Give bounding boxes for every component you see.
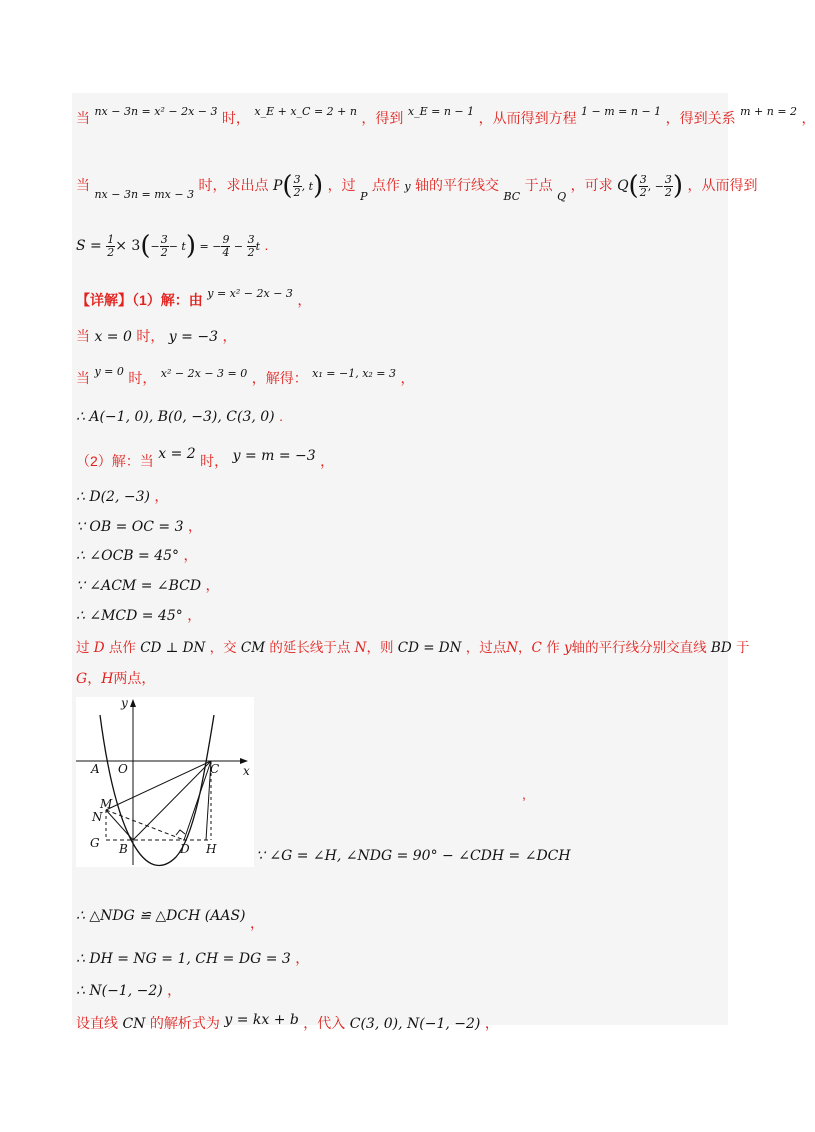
math: P <box>273 178 283 194</box>
math: P <box>360 190 368 203</box>
numerator: 3 <box>664 172 672 186</box>
text: , <box>522 786 526 802</box>
line-5 <box>76 326 236 347</box>
text: ， <box>205 577 220 593</box>
fraction <box>160 234 169 259</box>
text: ， <box>320 453 335 469</box>
text: ， <box>249 915 264 931</box>
numerator: 1 <box>107 232 115 246</box>
math: CN <box>122 1016 146 1032</box>
math: CD = DN <box>397 640 462 656</box>
numerator: 3 <box>293 172 301 186</box>
math: , t <box>301 180 313 193</box>
right-angle-mark <box>176 830 185 835</box>
math: ∴ ∠MCD = 45° <box>76 608 183 624</box>
text: 时， <box>200 453 229 469</box>
text: ，得到 <box>361 110 404 126</box>
label-M: M <box>100 797 113 811</box>
text: 点作 <box>108 640 136 655</box>
line-14 <box>76 638 749 658</box>
text: ， <box>484 1015 499 1031</box>
label-G: G <box>90 836 100 850</box>
text: ， <box>187 518 202 534</box>
math: ∴ △NDG ≌ △DCH (AAS) <box>76 908 246 924</box>
math: y <box>563 640 572 656</box>
math: ∴ ∠OCB = 45° <box>76 548 180 564</box>
paren: ) <box>672 171 684 201</box>
text: 【详解】（1）解：由 <box>76 292 203 308</box>
text: ， <box>87 670 102 686</box>
math: 1 − m = n − 1 <box>581 105 662 118</box>
math: − t <box>168 240 186 253</box>
line-10 <box>76 516 202 537</box>
paren: ( <box>628 171 639 201</box>
text: 轴的平行线交 <box>415 177 500 193</box>
paren: ( <box>140 231 151 261</box>
paren: ) <box>313 171 324 201</box>
numerator: 3 <box>247 232 255 246</box>
text: 于 <box>735 640 750 655</box>
text: 的解析式为 <box>149 1015 220 1031</box>
math: = − <box>196 240 222 253</box>
math: nx − 3n = mx − 3 <box>94 188 195 201</box>
text: ， <box>222 328 237 344</box>
math: y = m = −3 <box>232 448 316 464</box>
label-O: O <box>118 762 128 776</box>
label-A: A <box>91 762 100 776</box>
math: N <box>354 640 367 656</box>
math: y <box>404 180 411 193</box>
text: 时， <box>221 110 250 126</box>
text: 的延长线于点 <box>269 640 351 655</box>
line-16 <box>256 848 571 864</box>
text: ，过 <box>327 177 356 193</box>
text: ，得到关系 <box>665 110 736 126</box>
line-12 <box>76 575 220 596</box>
line-CB <box>133 761 211 840</box>
math: BD <box>710 640 732 656</box>
math: C <box>531 640 542 656</box>
text: 当 <box>76 177 90 193</box>
text: ， <box>187 607 202 623</box>
fraction <box>664 174 673 199</box>
denominator: 2 <box>247 245 255 259</box>
label-N: N <box>92 810 103 824</box>
denominator: 2 <box>293 185 301 199</box>
text: . <box>264 237 269 253</box>
text: 时， <box>136 328 165 344</box>
text: . <box>279 408 283 424</box>
fraction <box>247 234 256 259</box>
text: 过 <box>76 640 90 655</box>
math: y = −3 <box>168 329 218 345</box>
text: ，交 <box>209 640 237 655</box>
text: 当 <box>76 370 90 386</box>
math: x² − 2x − 3 = 0 <box>160 367 248 380</box>
text: ，代入 <box>303 1015 346 1031</box>
line-11 <box>76 545 197 566</box>
text: ， <box>167 982 182 998</box>
line-17 <box>76 906 264 933</box>
paren: ) <box>185 231 196 261</box>
math: ∴ N(−1, −2) <box>76 983 163 999</box>
text: ，从而得到 <box>687 177 758 193</box>
math: D <box>93 640 105 656</box>
text: ， <box>183 547 198 563</box>
math: − <box>230 240 247 253</box>
text: ， <box>297 292 312 308</box>
numerator: 3 <box>160 232 168 246</box>
math: ∴ DH = NG = 1, CH = DG = 3 <box>76 951 291 967</box>
math: nx − 3n = x² − 2x − 3 <box>94 105 218 118</box>
math: − <box>150 240 160 253</box>
line-7 <box>76 406 283 427</box>
text: （2）解：当 <box>76 453 154 469</box>
text: ， <box>295 950 310 966</box>
text: 设直线 <box>76 1015 118 1031</box>
text: 当 <box>76 110 90 126</box>
math: N <box>506 640 519 656</box>
text: 于点 <box>524 177 553 193</box>
y-axis-arrow <box>130 699 136 707</box>
text: ，可求 <box>570 177 613 193</box>
math: ∵ OB = OC = 3 <box>76 519 184 535</box>
text: 点作 <box>371 177 400 193</box>
fraction <box>639 174 648 199</box>
label-B: B <box>119 842 128 856</box>
line-3 <box>76 228 268 262</box>
line-MB <box>106 810 133 840</box>
line-20 <box>76 1010 499 1034</box>
text: 作 <box>546 640 560 655</box>
denominator: 4 <box>222 245 230 259</box>
math: H <box>101 671 114 687</box>
line-2 <box>76 168 758 202</box>
math: CM <box>240 640 266 656</box>
text: ， <box>154 488 169 504</box>
text: 时， <box>128 370 157 386</box>
parabola-curve <box>100 715 214 865</box>
text: ， <box>801 110 815 126</box>
math: ∵ ∠ACM = ∠BCD <box>76 578 202 594</box>
math: × 3 <box>115 238 141 254</box>
text: ， <box>518 640 532 655</box>
text: ，则 <box>366 640 394 655</box>
math: x_E = n − 1 <box>407 105 475 118</box>
math: x = 2 <box>158 446 196 462</box>
line-9 <box>76 486 168 507</box>
line-6 <box>76 362 414 389</box>
label-y: y <box>121 696 128 710</box>
label-H: H <box>206 842 217 856</box>
geometry-figure <box>76 697 254 867</box>
label-C: C <box>210 762 220 776</box>
text: ，过点 <box>465 640 507 655</box>
math: y = kx + b <box>224 1012 299 1028</box>
text: ，解得： <box>251 370 308 386</box>
math: t <box>255 240 261 253</box>
line-1 <box>76 102 815 129</box>
fraction <box>293 174 302 199</box>
math: x₁ = −1, x₂ = 3 <box>312 367 397 380</box>
text: 轴的平行线分别交直线 <box>571 640 707 655</box>
math: S = <box>76 238 102 254</box>
denominator: 2 <box>107 245 115 259</box>
math: m + n = 2 <box>740 105 798 118</box>
denominator: 2 <box>664 185 672 199</box>
line-13 <box>76 605 201 626</box>
line-15 <box>76 668 155 689</box>
fraction <box>106 234 115 259</box>
text: 时，求出点 <box>198 177 269 193</box>
math: , − <box>647 180 664 193</box>
math: y = 0 <box>94 365 124 378</box>
line-4 <box>76 284 311 311</box>
line-18 <box>76 948 309 969</box>
math: CD ⊥ DN <box>140 640 206 656</box>
line-8 <box>76 444 334 472</box>
math: x = 0 <box>94 329 132 345</box>
numerator: 3 <box>639 172 647 186</box>
label-x: x <box>243 764 250 778</box>
text: 两点， <box>113 670 156 686</box>
math: Q <box>557 190 567 203</box>
math: ∴ D(2, −3) <box>76 489 150 505</box>
text: ，从而得到方程 <box>478 110 577 126</box>
paren: ( <box>282 171 293 201</box>
label-D: D <box>180 842 190 856</box>
line-ND <box>106 810 184 840</box>
text: ， <box>400 370 415 386</box>
line-19 <box>76 980 181 1001</box>
text: 当 <box>76 328 90 344</box>
denominator: 2 <box>160 245 168 259</box>
numerator: 9 <box>222 232 230 246</box>
math: ∴ A(−1, 0), B(0, −3), C(3, 0) <box>76 409 275 425</box>
math: Q <box>617 178 629 194</box>
math: C(3, 0), N(−1, −2) <box>349 1016 481 1032</box>
denominator: 2 <box>639 185 647 199</box>
math: x_E + x_C = 2 + n <box>254 105 357 118</box>
math: BC <box>503 190 521 203</box>
parabola-diagram <box>76 697 254 867</box>
math: G <box>76 671 88 687</box>
math: y = x² − 2x − 3 <box>207 287 293 300</box>
math: ∵ ∠G = ∠H, ∠NDG = 90° − ∠CDH = ∠DCH <box>256 848 571 864</box>
